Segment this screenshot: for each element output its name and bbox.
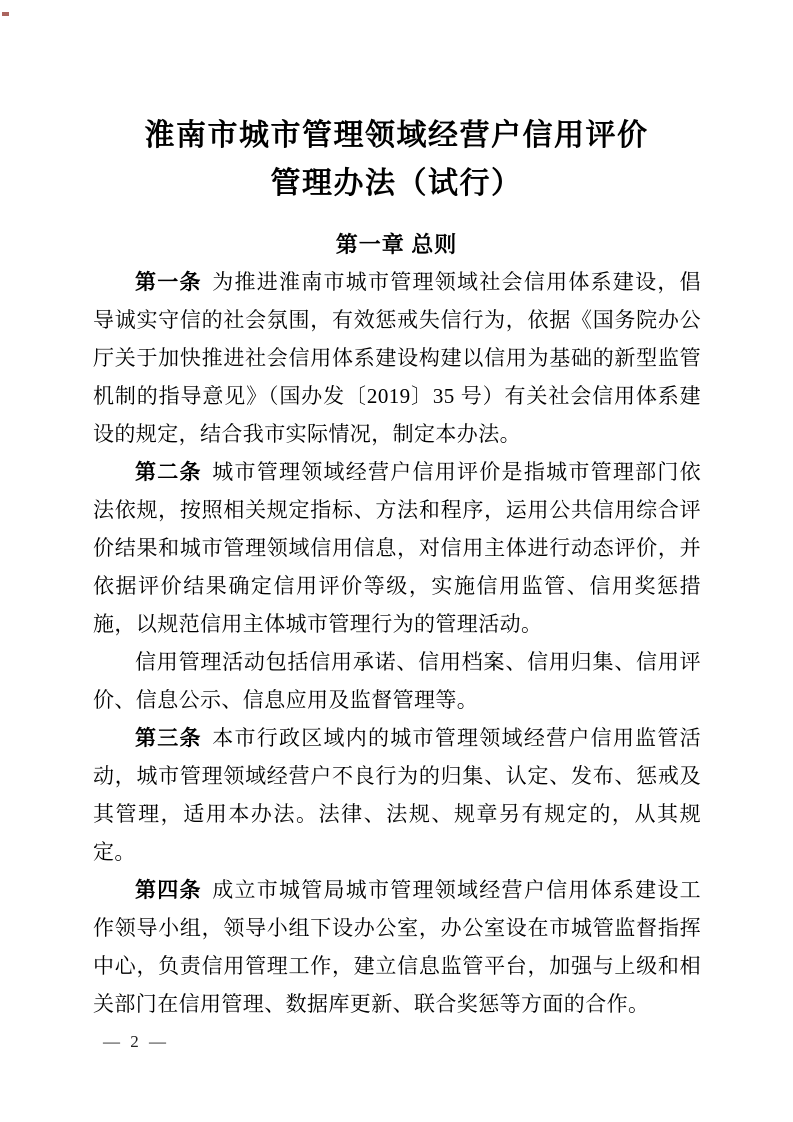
document-title-line2: 管理办法（试行）: [270, 167, 523, 200]
paragraph: [93, 643, 701, 719]
page-number: — 2 —: [103, 1032, 169, 1051]
paragraph-text: 成立市城管局城市管理领域经营户信用体系建设工作领导小组，领导小组下设办公室，办公室设在市城管监督指挥中心，负责信用管理工作，建立信息监管平台，加强与上级和相关部门在信用管理、数据库更新、联合奖惩等方面的合作。: [93, 878, 701, 1016]
paragraph-text: 为推进淮南市城市管理领域社会信用体系建设，倡导诚实守信的社会氛围，有效惩戒失信行为，依据《国务院办公厅关于加快推进社会信用体系建设构建以信用为基础的新型监管机制的指导意见》（国办发〔2019〕35 号）有关社会信用体系建设的规定，结合我市实际情况，制定本办法。: [93, 270, 701, 446]
paragraph-text: 信用管理活动包括信用承诺、信用档案、信用归集、信用评价、信息公示、信息应用及监督管理等。: [93, 650, 701, 712]
paragraph: [93, 871, 701, 1023]
paragraph-text: 本市行政区域内的城市管理领域经营户信用监管活动，城市管理领域经营户不良行为的归集、认定、发布、惩戒及其管理，适用本办法。法律、法规、规章另有规定的，从其规定。: [93, 726, 701, 864]
article-number: 第一条: [135, 270, 202, 294]
scan-artifact-mark: [2, 12, 9, 16]
document-title-line1: 淮南市城市管理领域经营户信用评价: [144, 119, 649, 152]
article-number: 第四条: [135, 878, 202, 902]
chapter-heading: 第一章 总则: [335, 232, 458, 257]
paragraph-text: 城市管理领域经营户信用评价是指城市管理部门依法依规，按照相关规定指标、方法和程序，运用公共信用综合评价结果和城市管理领域信用信息，对信用主体进行动态评价，并依据评价结果确定信用评价等级，实施信用监管、信用奖惩措施，以规范信用主体城市管理行为的管理活动。: [93, 460, 701, 636]
document-title: [0, 112, 793, 208]
paragraph: [93, 719, 701, 871]
paragraph: [93, 263, 701, 453]
article-number: 第三条: [135, 726, 202, 750]
document-body: [93, 263, 701, 1023]
paragraph: [93, 453, 701, 643]
article-number: 第二条: [135, 460, 202, 484]
